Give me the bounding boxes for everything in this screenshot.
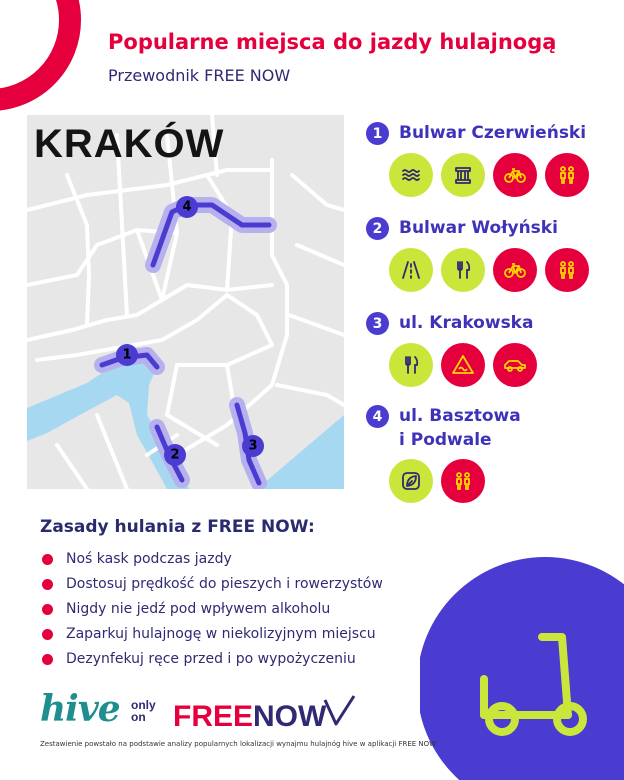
rules-title: Zasady hulania z FREE NOW: [40, 517, 315, 537]
footnote: Zestawienie powstało na podstawie analizy popularnych lokalizacji wynajmu hulajnóg hive w aplikacji FREE NOW [40, 740, 437, 748]
car-icon [493, 343, 537, 387]
pedestrians-icon [545, 153, 589, 197]
svg-text:4: 4 [182, 199, 192, 215]
freenow-check-icon [322, 694, 356, 728]
bullet-dot [42, 654, 53, 665]
city-name: KRAKÓW [34, 122, 225, 166]
freenow-now: NOW [253, 700, 327, 733]
pedestrians-icon [545, 248, 589, 292]
map-pin-4 [176, 196, 198, 218]
place-name-4-line2: i Podwale [399, 430, 492, 450]
water-waves-icon [389, 153, 433, 197]
bicycle-icon [493, 248, 537, 292]
rule-item [42, 576, 383, 592]
place-name-4-line1: ul. Basztowa [399, 406, 521, 426]
rule-item [42, 626, 376, 642]
map-pin-1 [116, 344, 138, 366]
river-shape [27, 360, 189, 489]
place-number-3: 3 [366, 312, 389, 335]
place-name-1: Bulwar Czerwieński [399, 123, 587, 143]
page-title: Popularne miejsca do jazdy hulajnogą [108, 30, 557, 54]
fork-knife-icon [441, 248, 485, 292]
map-pin-3 [242, 435, 264, 457]
rule-item [42, 651, 356, 667]
rule-text: Zaparkuj hulajnogę w niekolizyjnym miejscu [66, 626, 376, 642]
street-network [27, 115, 344, 489]
on-text: on [131, 710, 146, 724]
freenow-logo [173, 700, 326, 734]
svg-text:2: 2 [170, 447, 180, 463]
page-subtitle: Przewodnik FREE NOW [108, 66, 291, 85]
warning-sign-icon [441, 343, 485, 387]
svg-text:1: 1 [122, 347, 132, 363]
city-map [27, 115, 344, 489]
place-number-2: 2 [366, 217, 389, 240]
place-name-2: Bulwar Wołyński [399, 218, 558, 238]
only-on-label [131, 699, 156, 723]
bullet-dot [42, 554, 53, 565]
map-pin-2 [164, 444, 186, 466]
scooter-circle-decoration [420, 555, 624, 780]
bullet-dot [42, 604, 53, 615]
only-text: only [131, 698, 156, 712]
monument-icon [441, 153, 485, 197]
rule-item [42, 601, 330, 617]
bullet-dot [42, 579, 53, 590]
place-number-4: 4 [366, 405, 389, 428]
river-shape-east [257, 415, 344, 489]
rule-text: Nigdy nie jedź pod wpływem alkoholu [66, 601, 331, 617]
bullet-dot [42, 629, 53, 640]
rule-text: Dezynfekuj ręce przed i po wypożyczeniu [66, 651, 356, 667]
bicycle-icon [493, 153, 537, 197]
freenow-free: FREE [173, 700, 254, 733]
rule-item [42, 551, 232, 567]
pedestrians-icon [441, 459, 485, 503]
place-number-1: 1 [366, 122, 389, 145]
road-icon [389, 248, 433, 292]
leaf-icon [389, 459, 433, 503]
hive-logo: hive [40, 688, 120, 730]
fork-knife-icon [389, 343, 433, 387]
map-drawing [27, 115, 344, 489]
svg-text:3: 3 [248, 438, 258, 454]
place-name-3: ul. Krakowska [399, 313, 534, 333]
rule-text: Dostosuj prędkość do pieszych i rowerzystów [66, 576, 383, 592]
rule-text: Noś kask podczas jazdy [66, 551, 232, 567]
